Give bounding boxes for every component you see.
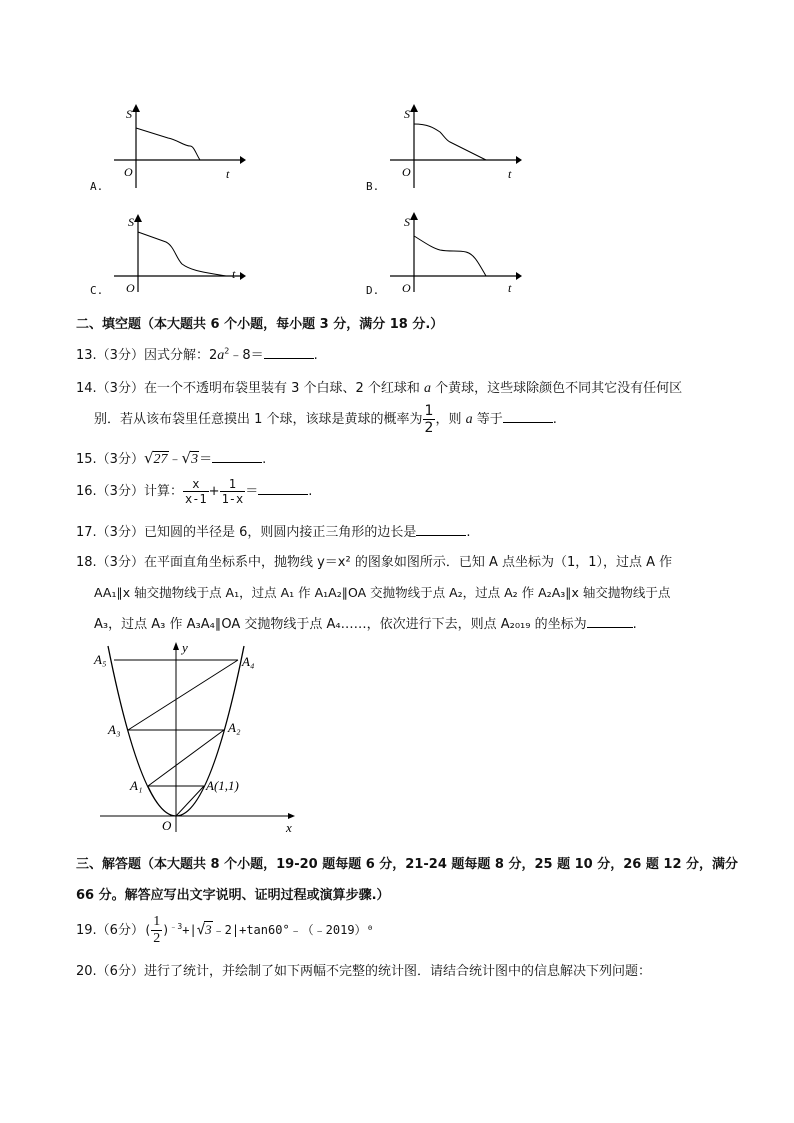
question-19: 19.（6分）( $\frac{1}{2}$ )$^{﹣3}$+|√3﹣2|+tan60°﹣（﹣2019）⁰ [76,914,374,946]
answer-blank[interactable] [258,482,308,495]
origin-label: O [402,281,411,295]
graph-d [366,206,526,298]
question-14: 14.（3分）在一个不透明布袋里装有 3 个白球、2 个红球和 a 个黄球，这些球除颜色不同其它没有任何区 [76,381,683,396]
origin-label: O [124,165,133,179]
axis-t-label: t [508,281,512,295]
axis-s-label: S [404,215,410,229]
question-20: 20.（6分）进行了统计，并绘制了如下两幅不完整的统计图．请结合统计图中的信息解决下列问题： [76,964,651,979]
question-13: 13.（3分）因式分解：$2a^2﹣8=$ . [76,346,318,363]
section-2-title: 二、填空题（本大题共 6 个小题，每小题 3 分，满分 18 分.） [76,317,444,332]
section-3-title: 三、解答题（本大题共 8 个小题，19-20 题每题 6 分，21-24 题每题 8 分，25 题 10 分，26 题 12 分，满分 [76,857,739,872]
option-b [366,102,526,194]
parabola-figure [92,636,302,836]
question-18-line2: AA₁∥x 轴交抛物线于点 A₁，过点 A₁ 作 A₁A₂∥OA 交抛物线于点 A₂，过点 A₂ 作 A₂A₃∥x 轴交抛物线于点 [94,585,671,600]
question-18: 18.（3分）在平面直角坐标系中，抛物线 y＝x² 的图象如图所示．已知 A 点坐标为（1，1），过点 A 作 [76,555,673,570]
fraction: $\frac{x}{x-1}$ [184,477,207,506]
label-origin: O [162,818,172,833]
graph-b [366,102,526,194]
option-c [90,206,250,298]
label-a5: A₅ [94,652,107,667]
origin-label: O [402,165,411,179]
question-15: 15.（3分）√27﹣√3＝ . [76,449,267,467]
answer-blank[interactable] [503,410,553,423]
parabola-diagram [92,636,302,836]
fraction: $\frac{1}{1-x}$ [221,477,244,506]
option-a [90,102,250,194]
answer-blank[interactable] [264,346,314,359]
axis-s-label: S [128,215,134,229]
label-y: y [182,640,188,655]
answer-blank[interactable] [416,523,466,536]
q13-number: 13.（3分） [76,348,144,363]
label-a: A(1,1) [206,778,239,793]
answer-blank[interactable] [212,450,262,463]
label-a3: A₃ [108,722,121,737]
label-a2: A₂ [228,720,241,735]
section-3-title-line2: 66 分。解答应写出文字说明、证明过程或演算步骤.） [76,888,390,903]
label-x: x [286,820,292,835]
question-16: 16.（3分）计算： $\frac{x}{x-1}$ + $\frac{1}{1-x}$ ＝ . [76,477,313,506]
axis-t-label: t [232,267,236,281]
graph-c [90,206,250,298]
graph-a [90,102,250,194]
question-17: 17.（3分）已知圆的半径是 6，则圆内接正三角形的边长是 . [76,525,471,540]
axis-t-label: t [508,167,512,181]
option-b-label: B. [366,180,380,193]
option-c-label: C. [90,284,104,297]
answer-blank[interactable] [587,615,633,628]
question-14-line2: 别．若从该布袋里任意摸出 1 个球，该球是黄球的概率为 $\frac{1}{2}$ ，则 a 等于 . [94,403,557,436]
label-a1: A₁ [130,778,143,793]
option-d [366,206,526,298]
origin-label: O [126,281,135,295]
fraction: $\frac{1}{2}$ [424,403,434,436]
q13-text: 因式分解：2 [143,348,218,363]
axis-t-label: t [226,167,230,181]
fraction: $\frac{1}{2}$ [153,914,161,946]
option-a-label: A. [90,180,104,193]
label-a4: A₄ [242,654,255,669]
question-18-line3: A₃，过点 A₃ 作 A₃A₄∥OA 交抛物线于点 A₄……，依次进行下去，则点 A₂₀₁₉ 的坐标为 . [94,617,637,632]
option-d-label: D. [366,284,380,297]
axis-s-label: S [126,107,132,121]
axis-s-label: S [404,107,410,121]
